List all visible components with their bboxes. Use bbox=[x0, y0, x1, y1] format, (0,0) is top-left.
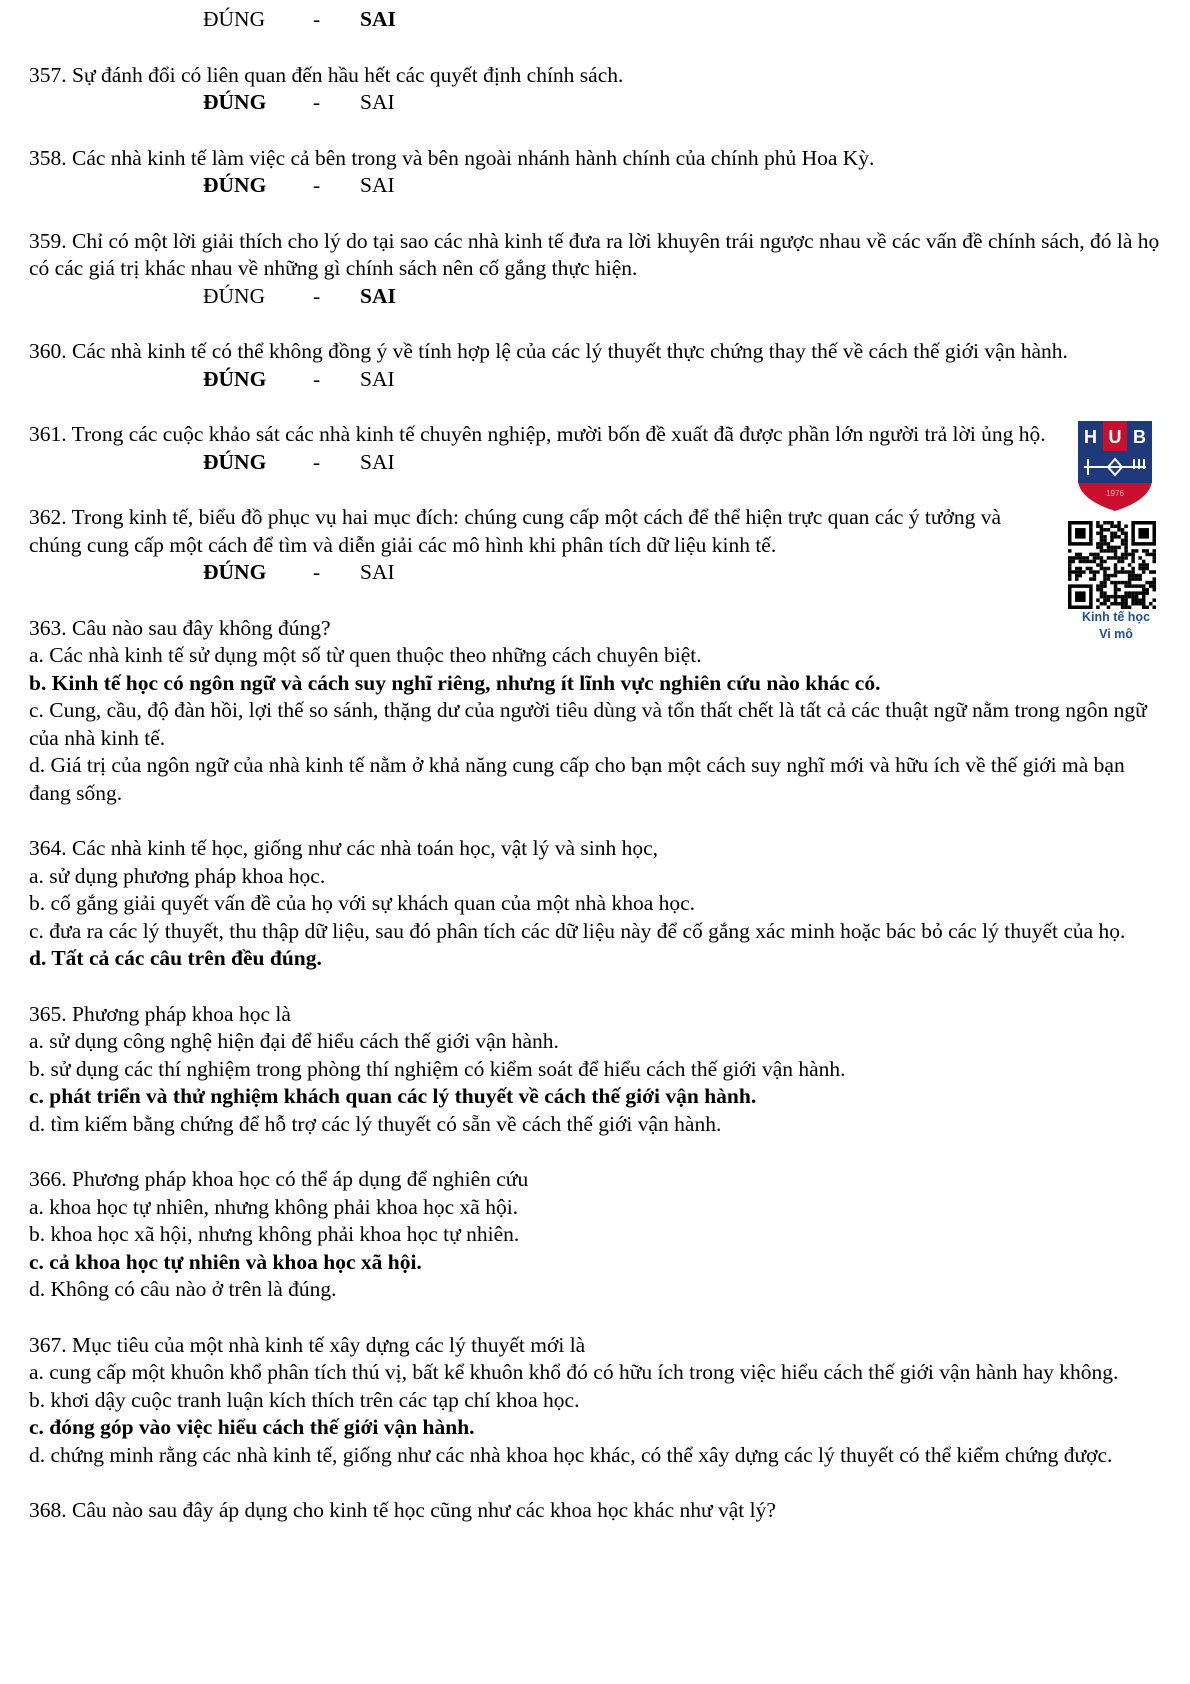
choice-true: ĐÚNG bbox=[203, 449, 267, 474]
answer-option-correct: b. Kinh tế học có ngôn ngữ và cách suy nghĩ riêng, nhưng ít lĩnh vực nghiên cứu nào khác có. bbox=[29, 670, 881, 695]
hub-logo-letter-b: B bbox=[1133, 427, 1146, 447]
answer-option: a. khoa học tự nhiên, nhưng không phải khoa học xã hội. bbox=[29, 1194, 519, 1219]
choice-separator: - bbox=[313, 173, 321, 197]
question-text: 363. Câu nào sau đây không đúng? bbox=[29, 615, 331, 640]
spacer bbox=[29, 310, 1169, 338]
sidebar-badges bbox=[1072, 417, 1176, 641]
choice-false: SAI bbox=[360, 90, 395, 114]
answer-option: b. sử dụng các thí nghiệm trong phòng thí nghiệm có kiểm soát để hiểu cách thế giới vận hành. bbox=[29, 1056, 846, 1081]
answer-option: a. Các nhà kinh tế sử dụng một số từ quen thuộc theo những cách chuyên biệt. bbox=[29, 643, 702, 667]
answer-option: c. Cung, cầu, độ đàn hồi, lợi thế so sánh, thặng dư của người tiêu dùng và tổn thất chết là tất cả các thuật ngữ nằm trong ngôn ngữ của nhà kinh tế. bbox=[29, 698, 1147, 750]
question-text: 367. Mục tiêu của một nhà kinh tế xây dựng các lý thuyết mới là bbox=[29, 1332, 586, 1357]
question-text: 358. Các nhà kinh tế làm việc cả bên trong và bên ngoài nhánh hành chính của chính phủ Hoa Kỳ. bbox=[29, 145, 875, 170]
question-text: 364. Các nhà kinh tế học, giống như các nhà toán học, vật lý và sinh học, bbox=[29, 836, 659, 860]
choice-false: SAI bbox=[360, 283, 396, 308]
answer-option: d. chứng minh rằng các nhà kinh tế, giống như các nhà khoa học khác, có thể xây dựng các lý thuyết có thể kiểm chứng được. bbox=[29, 1442, 1113, 1467]
spacer bbox=[29, 200, 1169, 228]
true-false-question bbox=[29, 62, 1169, 117]
multiple-choice-question bbox=[29, 1001, 1169, 1139]
choice-separator: - bbox=[313, 90, 321, 114]
choice-separator: - bbox=[313, 366, 321, 391]
spacer bbox=[29, 476, 1169, 504]
choice-false: SAI bbox=[360, 449, 395, 474]
question-text: 361. Trong các cuộc khảo sát các nhà kinh tế chuyên nghiệp, mười bốn đề xuất đã được phần lớn người trả lời ủng hộ. bbox=[29, 422, 1046, 446]
true-false-question bbox=[29, 504, 1049, 587]
answer-option-correct: d. Tất cả các câu trên đều đúng. bbox=[29, 946, 322, 970]
true-false-choices bbox=[29, 366, 1169, 394]
hub-logo-letter-u: U bbox=[1108, 427, 1122, 447]
true-false-choices bbox=[29, 6, 1169, 34]
spacer bbox=[29, 34, 1169, 62]
choice-true: ĐÚNG bbox=[203, 366, 267, 391]
true-false-question bbox=[29, 6, 1169, 34]
qr-code-icon bbox=[1068, 521, 1156, 609]
choice-separator: - bbox=[313, 560, 321, 584]
question-text: 365. Phương pháp khoa học là bbox=[29, 1001, 291, 1026]
choice-separator: - bbox=[313, 7, 321, 31]
answer-option-correct: c. đóng góp vào việc hiểu cách thế giới vận hành. bbox=[29, 1415, 475, 1439]
true-false-choices bbox=[29, 89, 1169, 117]
true-false-question bbox=[29, 421, 1049, 476]
multiple-choice-question bbox=[29, 835, 1169, 973]
spacer bbox=[29, 973, 1169, 1001]
spacer bbox=[29, 393, 1169, 421]
true-false-choices bbox=[29, 449, 1049, 477]
answer-option: b. cố gắng giải quyết vấn đề của họ với sự khách quan của một nhà khoa học. bbox=[29, 891, 696, 915]
multiple-choice-question bbox=[29, 1166, 1169, 1304]
choice-separator: - bbox=[313, 449, 321, 474]
spacer bbox=[29, 587, 1169, 615]
true-false-choices bbox=[29, 283, 1169, 311]
spacer bbox=[29, 1469, 1169, 1497]
answer-option: b. khoa học xã hội, nhưng không phải khoa học tự nhiên. bbox=[29, 1222, 520, 1246]
true-false-choices bbox=[29, 559, 1049, 587]
spacer bbox=[29, 807, 1169, 835]
choice-true: ĐÚNG bbox=[203, 7, 266, 31]
choice-false: SAI bbox=[360, 366, 395, 391]
multiple-choice-question bbox=[29, 1497, 1169, 1525]
spacer bbox=[29, 117, 1169, 145]
qr-caption-subtitle: Vi mô bbox=[1099, 627, 1133, 641]
answer-option: d. Không có câu nào ở trên là đúng. bbox=[29, 1277, 337, 1301]
true-false-question bbox=[29, 338, 1169, 393]
choice-false: SAI bbox=[360, 173, 395, 197]
question-text: 359. Chỉ có một lời giải thích cho lý do tại sao các nhà kinh tế đưa ra lời khuyên trái ngược nhau về các vấn đề chính sách, đó là họ có các giá trị khác nhau về những gì chính sách nên cố gắng thực hiện. bbox=[29, 228, 1160, 280]
answer-option: a. sử dụng công nghệ hiện đại để hiểu cách thế giới vận hành. bbox=[29, 1029, 559, 1053]
choice-true: ĐÚNG bbox=[203, 173, 267, 197]
answer-option: d. Giá trị của ngôn ngữ của nhà kinh tế nằm ở khả năng cung cấp cho bạn một cách suy nghĩ mới và hữu ích về thế giới mà bạn đang sống. bbox=[29, 753, 1125, 805]
question-text: 362. Trong kinh tế, biểu đồ phục vụ hai mục đích: chúng cung cấp một cách để thể hiện trực quan các ý tưởng và chúng cung cấp một cách để tìm và diễn giải các mô hình khi phân tích dữ liệu kinh tế. bbox=[29, 505, 1002, 557]
choice-true: ĐÚNG bbox=[203, 283, 266, 308]
hub-logo-year: 1976 bbox=[1106, 489, 1124, 498]
answer-option: c. đưa ra các lý thuyết, thu thập dữ liệu, sau đó phân tích các dữ liệu này để cố gắng xác minh hoặc bác bỏ các lý thuyết của họ. bbox=[29, 918, 1126, 943]
answer-option-correct: c. cả khoa học tự nhiên và khoa học xã hội. bbox=[29, 1249, 422, 1274]
choice-separator: - bbox=[313, 283, 321, 308]
answer-option: d. tìm kiếm bằng chứng để hỗ trợ các lý thuyết có sẵn về cách thế giới vận hành. bbox=[29, 1111, 722, 1136]
question-text: 366. Phương pháp khoa học có thể áp dụng để nghiên cứu bbox=[29, 1167, 529, 1191]
qr-caption-title: Kinh tế học bbox=[1081, 610, 1151, 624]
answer-option: b. khơi dậy cuộc tranh luận kích thích trên các tạp chí khoa học. bbox=[29, 1387, 580, 1412]
true-false-choices bbox=[29, 172, 1169, 200]
document-body bbox=[29, 6, 1169, 1525]
spacer bbox=[29, 1304, 1169, 1332]
choice-false: SAI bbox=[360, 560, 395, 584]
hub-logo-letter-h: H bbox=[1084, 427, 1097, 447]
question-text: 357. Sự đánh đổi có liên quan đến hầu hết các quyết định chính sách. bbox=[29, 62, 624, 87]
multiple-choice-question bbox=[29, 1332, 1169, 1470]
true-false-question bbox=[29, 145, 1169, 200]
true-false-question bbox=[29, 228, 1169, 311]
answer-option: a. sử dụng phương pháp khoa học. bbox=[29, 863, 326, 888]
question-text: 368. Câu nào sau đây áp dụng cho kinh tế học cũng như các khoa học khác như vật lý? bbox=[29, 1498, 776, 1522]
choice-false: SAI bbox=[360, 7, 396, 31]
hub-university-logo bbox=[1074, 417, 1156, 513]
multiple-choice-question bbox=[29, 615, 1169, 808]
answer-option-correct: c. phát triển và thử nghiệm khách quan các lý thuyết về cách thế giới vận hành. bbox=[29, 1084, 757, 1108]
spacer bbox=[29, 1138, 1169, 1166]
choice-true: ĐÚNG bbox=[203, 560, 267, 584]
choice-true: ĐÚNG bbox=[203, 90, 267, 114]
answer-option: a. cung cấp một khuôn khổ phân tích thú vị, bất kể khuôn khổ đó có hữu ích trong việc hiểu cách thế giới vận hành hay không. bbox=[29, 1360, 1119, 1384]
question-text: 360. Các nhà kinh tế có thể không đồng ý về tính hợp lệ của các lý thuyết thực chứng thay thế về cách thế giới vận hành. bbox=[29, 339, 1068, 363]
